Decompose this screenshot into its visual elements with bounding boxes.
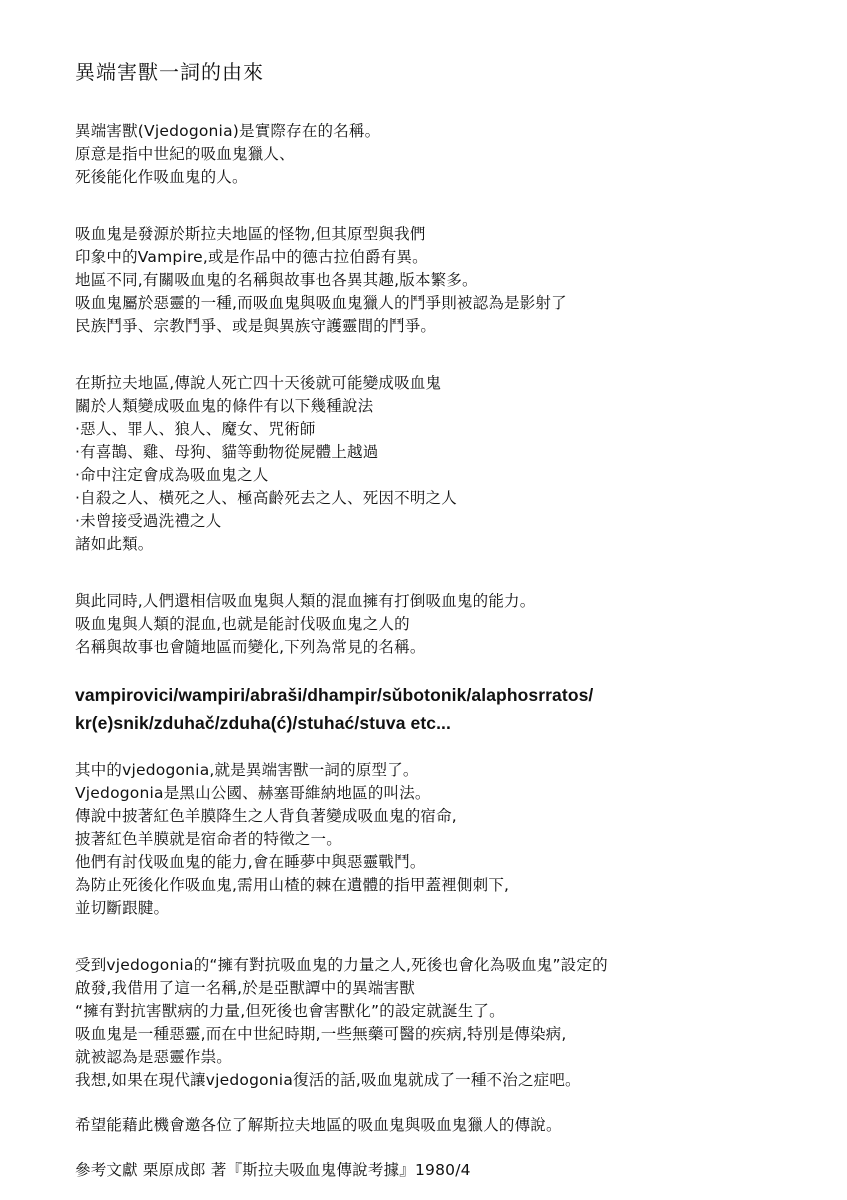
conditions-list-item: ·惡人、罪人、狼人、魔女、咒術師: [75, 420, 316, 438]
names-line: kr(e)snik/zduhač/zduha(ć)/stuhać/stuva etc...: [75, 713, 451, 733]
origin-paragraph: [75, 223, 815, 338]
inspiration-line: 啟發,我借用了這一名稱,於是亞獸譚中的異端害獸: [75, 979, 415, 997]
inspiration-line: “擁有對抗害獸病的力量,但死後也會害獸化”的設定就誕生了。: [75, 1002, 505, 1020]
conditions-list-item: ·未曾接受過洗禮之人: [75, 512, 222, 530]
vjedogonia-line: 其中的vjedogonia,就是異端害獸一詞的原型了。: [75, 761, 419, 779]
origin-line: 印象中的Vampire,或是作品中的德古拉伯爵有異。: [75, 248, 428, 266]
inspiration-line: 我想,如果在現代讓vjedogonia復活的話,吸血鬼就成了一種不治之症吧。: [75, 1071, 581, 1089]
conditions-line: 在斯拉夫地區,傳說人死亡四十天後就可能變成吸血鬼: [75, 374, 442, 392]
intro-paragraph: [75, 120, 815, 189]
paragraph-gap: [75, 659, 815, 681]
conditions-list-item: ·命中注定會成為吸血鬼之人: [75, 466, 269, 484]
dhampir-paragraph: [75, 590, 815, 659]
origin-line: 民族鬥爭、宗教鬥爭、或是與異族守護靈間的鬥爭。: [75, 317, 437, 335]
intro-line: 原意是指中世紀的吸血鬼獵人、: [75, 145, 295, 163]
paragraph-gap: [75, 920, 815, 954]
vjedogonia-line: 他們有討伐吸血鬼的能力,會在睡夢中與惡靈戰鬥。: [75, 853, 426, 871]
inspiration-line: 就被認為是惡靈作祟。: [75, 1048, 233, 1066]
origin-line: 吸血鬼是發源於斯拉夫地區的怪物,但其原型與我們: [75, 225, 426, 243]
dhampir-line: 名稱與故事也會隨地區而變化,下列為常見的名稱。: [75, 638, 426, 656]
names-list: [75, 681, 815, 737]
afterword-page: [75, 58, 815, 1182]
closing-line: 希望能藉此機會邀各位了解斯拉夫地區的吸血鬼與吸血鬼獵人的傳說。: [75, 1116, 562, 1134]
conditions-line: 諸如此類。: [75, 535, 154, 553]
inspiration-paragraph: [75, 954, 815, 1092]
vjedogonia-paragraph: [75, 759, 815, 920]
page-title: 異端害獸一詞的由來: [75, 60, 264, 84]
names-line: vampirovici/wampiri/abraši/dhampir/sǔbotonik/alaphosrratos/: [75, 685, 594, 705]
intro-line: 異端害獸(Vjedogonia)是實際存在的名稱。: [75, 122, 381, 140]
paragraph-gap: [75, 737, 815, 759]
conditions-line: 關於人類變成吸血鬼的條件有以下幾種說法: [75, 397, 374, 415]
dhampir-line: 吸血鬼與人類的混血,也就是能討伐吸血鬼之人的: [75, 615, 410, 633]
closing-paragraph: [75, 1114, 815, 1137]
vjedogonia-line: 披著紅色羊膜就是宿命者的特徵之一。: [75, 830, 342, 848]
paragraph-gap: [75, 1092, 815, 1114]
paragraph-gap: [75, 338, 815, 372]
paragraph-gap: [75, 1137, 815, 1159]
conditions-paragraph: [75, 372, 815, 556]
conditions-list-item: ·自殺之人、橫死之人、極高齡死去之人、死因不明之人: [75, 489, 457, 507]
dhampir-line: 與此同時,人們還相信吸血鬼與人類的混血擁有打倒吸血鬼的能力。: [75, 592, 536, 610]
inspiration-line: 受到vjedogonia的“擁有對抗吸血鬼的力量之人,死後也會化為吸血鬼”設定的: [75, 956, 608, 974]
paragraph-gap: [75, 556, 815, 590]
vjedogonia-line: 並切斷跟腱。: [75, 899, 170, 917]
intro-line: 死後能化作吸血鬼的人。: [75, 168, 248, 186]
reference-paragraph: [75, 1159, 815, 1182]
vjedogonia-line: 為防止死後化作吸血鬼,需用山楂的棘在遺體的指甲蓋裡側刺下,: [75, 876, 510, 894]
paragraph-gap: [75, 189, 815, 223]
conditions-list-item: ·有喜鵲、雞、母狗、貓等動物從屍體上越過: [75, 443, 379, 461]
inspiration-line: 吸血鬼是一種惡靈,而在中世紀時期,一些無藥可醫的疾病,特別是傳染病,: [75, 1025, 567, 1043]
reference-line: 參考文獻 栗原成郎 著『斯拉夫吸血鬼傳說考據』1980/4: [75, 1161, 471, 1179]
vjedogonia-line: Vjedogonia是黑山公國、赫塞哥維納地區的叫法。: [75, 784, 431, 802]
origin-line: 地區不同,有關吸血鬼的名稱與故事也各異其趣,版本繁多。: [75, 271, 478, 289]
origin-line: 吸血鬼屬於惡靈的一種,而吸血鬼與吸血鬼獵人的鬥爭則被認為是影射了: [75, 294, 567, 312]
vjedogonia-line: 傳說中披著紅色羊膜降生之人背負著變成吸血鬼的宿命,: [75, 807, 457, 825]
